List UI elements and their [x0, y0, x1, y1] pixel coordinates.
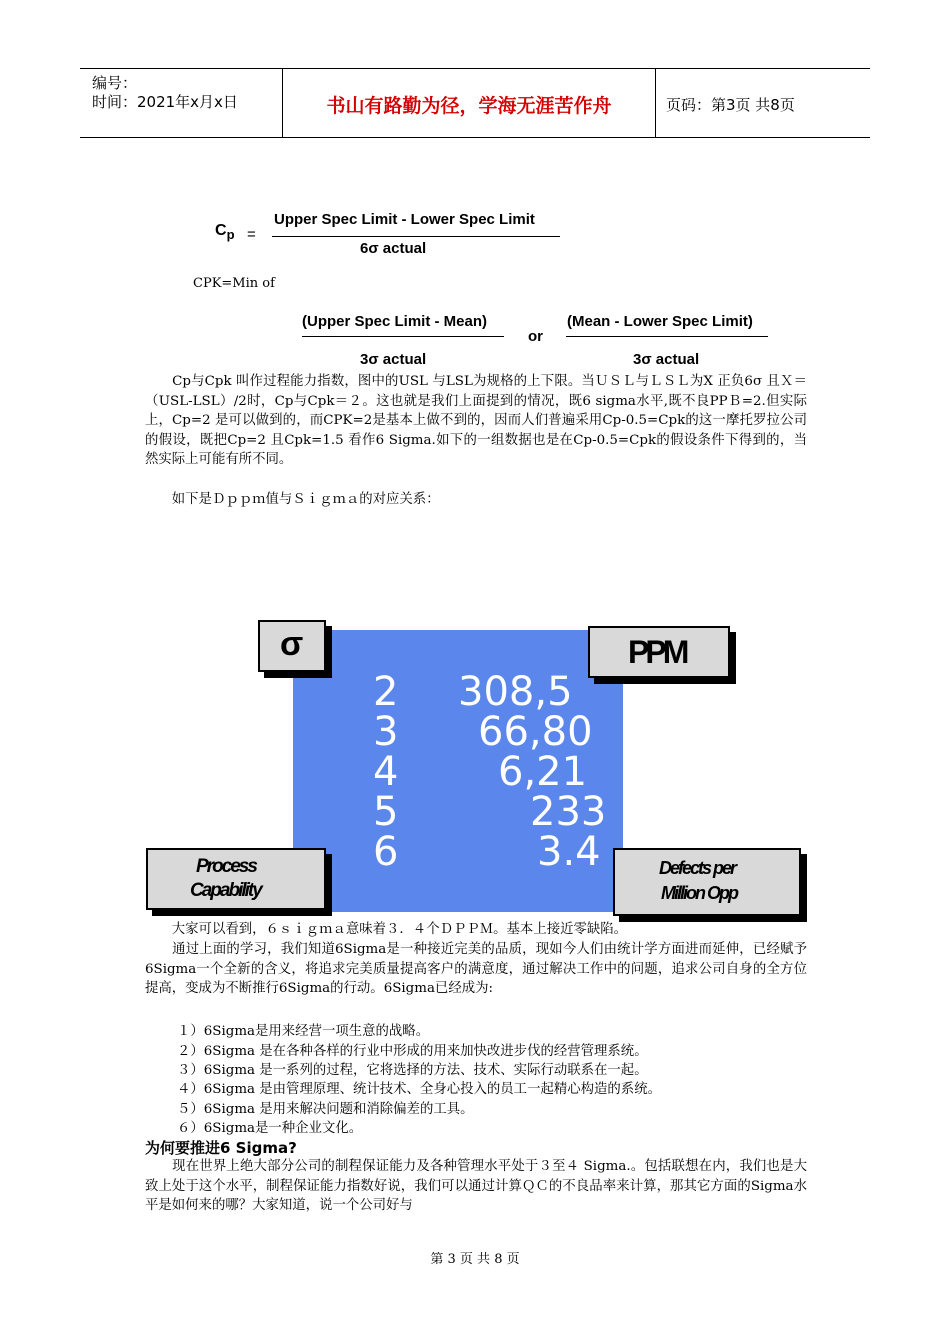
capability-label: Capability: [190, 880, 261, 901]
ppm-value: 233: [530, 789, 607, 835]
list-item: ４）6Sigma 是由管理原理、统计技术、全身心投入的员工一起精心构造的系统。: [177, 1082, 661, 1097]
sigma-value: 5: [373, 789, 399, 835]
cpk-label: CPK=Min of: [193, 276, 275, 291]
sigma-value: 6: [373, 829, 399, 875]
cpk-or: or: [528, 328, 543, 345]
header-motto-cell: [283, 69, 656, 137]
cp-denominator: 6σ actual: [360, 240, 427, 257]
million-opp-label: Million Opp: [661, 883, 737, 903]
cp-symbol: [215, 222, 235, 242]
defects-per-label: Defects per: [659, 858, 736, 878]
cp-equals: =: [247, 226, 256, 243]
document-date-label: 时间：2021年x月x日: [92, 93, 238, 111]
cpk-right-numerator: (Mean - Lower Spec Limit): [567, 313, 753, 330]
ppm-value: 3.4: [537, 829, 601, 875]
cp-symbol-letter: C: [215, 222, 227, 239]
page-footer: 第 3 页 共 8 页: [430, 1252, 520, 1267]
header-page-cell: [656, 69, 870, 137]
header-info-cell: [80, 69, 283, 137]
defects-per-million-box: [613, 848, 801, 916]
list-item: １）6Sigma是用来经营一项生意的战略。: [177, 1024, 430, 1039]
header-motto: 书山有路勤为径，学海无涯苦作舟: [326, 95, 612, 117]
ppm-value: 308,5: [458, 669, 573, 715]
sigma-header-box: [258, 620, 326, 672]
paragraph-why-six-sigma: 现在世界上绝大部分公司的制程保证能力及各种管理水平处于３至４ Sigma.。包括联想在内，我们也是大致上处于这个水平，制程保证能力指数好说，我们可以通过计算ＱＣ的不良品率来计算，那其它方面的Sigma水平是如何来的哪？大家知道，说一个公司好与: [145, 1159, 807, 1214]
list-item: ２）6Sigma 是在各种各样的行业中形成的用来加快改进步伐的经营管理系统。: [177, 1044, 648, 1059]
paragraph-six-sigma-meaning: 大家可以看到，６ｓｉｇｍａ意味着３．４个ＤＰＰＭ。基本上接近零缺陷。: [145, 922, 628, 937]
cpk-left-denominator: 3σ actual: [360, 351, 427, 368]
process-capability-box: [146, 848, 326, 910]
paragraph-cp-cpk-explanation: Cp与Cpk 叫作过程能力指数，图中的USL 与LSL为规格的上下限。当ＵＳＬ与ＬＳＬ为X 正负6σ 且Ｘ＝（USL-LSL）/2时，Cp与Cpk＝２。这也就是我们上面提到的情况，既6 sigma水平,既不良PPＢ=2.但实际上，Cp=2 是可以做到的，而CPK=2是基本上做不到的，因而人们普遍采用Cp-0.5=Cpk的这一摩托罗拉公司的假设，既把Cp=2 且Cpk=1.5 看作6 Sigma.如下的一组数据也是在Cp-0.5=Cpk的假设条件下得到的，当然实际上可能有所不同。: [145, 374, 807, 468]
ppm-header-box: [588, 626, 730, 678]
sigma-value: 4: [373, 749, 399, 795]
ppm-value: 6,21: [498, 749, 588, 795]
section-heading: 为何要推进6 Sigma?: [145, 1139, 297, 1157]
cpk-left-fraction-bar: [302, 336, 504, 337]
sigma-ppm-panel: [293, 630, 623, 912]
cp-numerator: Upper Spec Limit - Lower Spec Limit: [274, 211, 535, 228]
page-header: [80, 68, 870, 138]
cpk-left-numerator: (Upper Spec Limit - Mean): [302, 313, 488, 330]
header-page-label: 页码：第3页 共8页: [666, 96, 795, 114]
ppm-value: 66,80: [478, 709, 593, 755]
document-number-label: 编号：: [92, 74, 138, 92]
sigma-header-label: σ: [280, 625, 304, 663]
cpk-right-denominator: 3σ actual: [633, 351, 700, 368]
cp-fraction-bar: [272, 236, 560, 237]
ppm-header-label: PPM: [628, 634, 686, 670]
list-item: ３）6Sigma 是一系列的过程，它将选择的方法、技术、实际行动联系在一起。: [177, 1063, 648, 1078]
cp-symbol-subscript: p: [226, 227, 235, 243]
list-item: ６）6Sigma是一种企业文化。: [177, 1121, 363, 1136]
list-item: ５）6Sigma 是用来解决问题和消除偏差的工具。: [177, 1102, 474, 1117]
sigma-value: 2: [373, 669, 399, 715]
paragraph-six-sigma-definition: 通过上面的学习，我们知道6Sigma是一种接近完美的品质，现如今人们由统计学方面进而延伸，已经赋予6Sigma一个全新的含义，将追求完美质量提高客户的满意度，通过解决工作中的问题，追求公司自身的全方位提高，变成为不断推行6Sigma的行动。6Sigma已经成为:: [145, 942, 807, 997]
cpk-right-fraction-bar: [566, 336, 768, 337]
paragraph-dppm-intro: 如下是Ｄｐｐｍ值与Ｓｉｇｍａ的对应关系：: [145, 492, 440, 507]
sigma-value: 3: [373, 709, 399, 755]
process-label: Process: [196, 856, 256, 877]
